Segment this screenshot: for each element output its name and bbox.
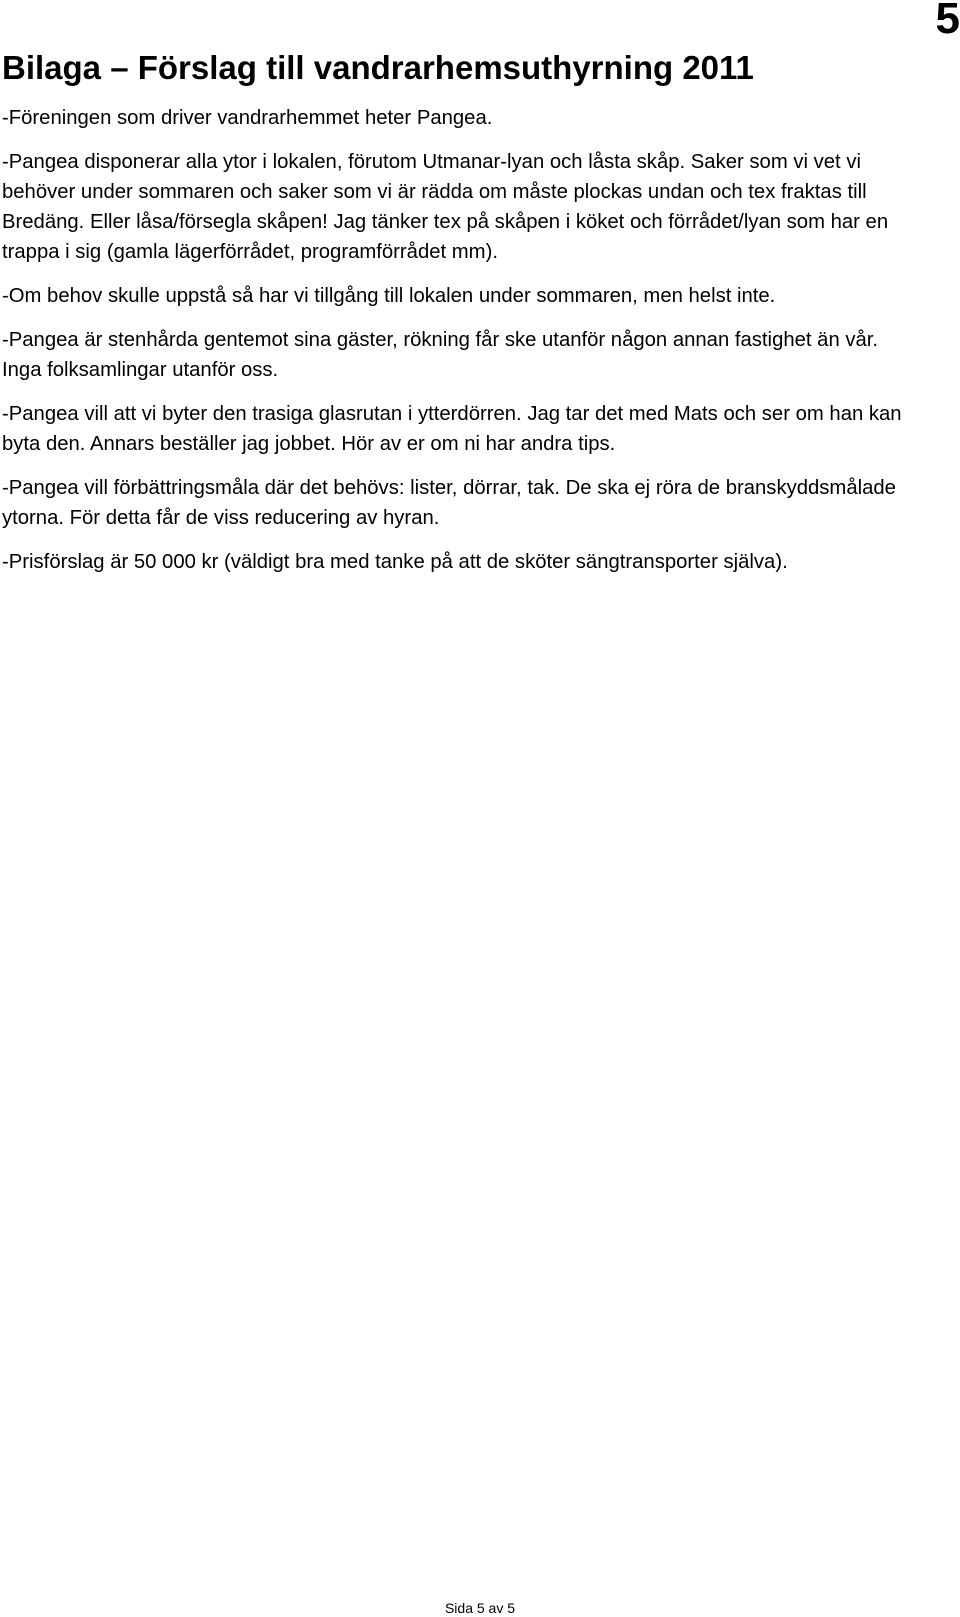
page-number: 5 [935, 0, 960, 43]
paragraph-guest-rules: -Pangea är stenhårda gentemot sina gäster, rökning får ske utanför någon annan fastighet än vår. Inga folksamlingar utanför oss. [2, 329, 879, 381]
paragraph-price: -Prisförslag är 50 000 kr (väldigt bra med tanke på att de sköter sängtransporter själva). [2, 551, 788, 573]
paragraph-association: -Föreningen som driver vandrarhemmet heter Pangea. [2, 107, 493, 129]
document-title: Bilaga – Förslag till vandrarhemsuthyrning 2011 [2, 49, 754, 86]
page-footer: Sida 5 av 5 [444, 1600, 516, 1616]
paragraph-premises: -Pangea disponerar alla ytor i lokalen, förutom Utmanar-lyan och låsta skåp. Saker som vi vet vi behöver under sommaren och saker som vi är rädda om måste plockas undan och tex fraktas till Bredäng. Eller låsa/försegla skåpen! Jag tänker tex på skåpen i köket och förrådet/lyan som har en trappa i sig (gamla lägerförrådet, programförrådet mm). [2, 151, 889, 263]
paragraph-painting: -Pangea vill förbättringsmåla där det behövs: lister, dörrar, tak. De ska ej röra de branskyddsmålade ytorna. För detta får de viss reducering av hyran. [2, 477, 896, 529]
document-body [2, 103, 902, 591]
paragraph-glass-pane: -Pangea vill att vi byter den trasiga glasrutan i ytterdörren. Jag tar det med Mats och ser om han kan byta den. Annars beställer jag jobbet. Hör av er om ni har andra tips. [2, 403, 902, 455]
paragraph-access: -Om behov skulle uppstå så har vi tillgång till lokalen under sommaren, men helst inte. [2, 285, 776, 307]
